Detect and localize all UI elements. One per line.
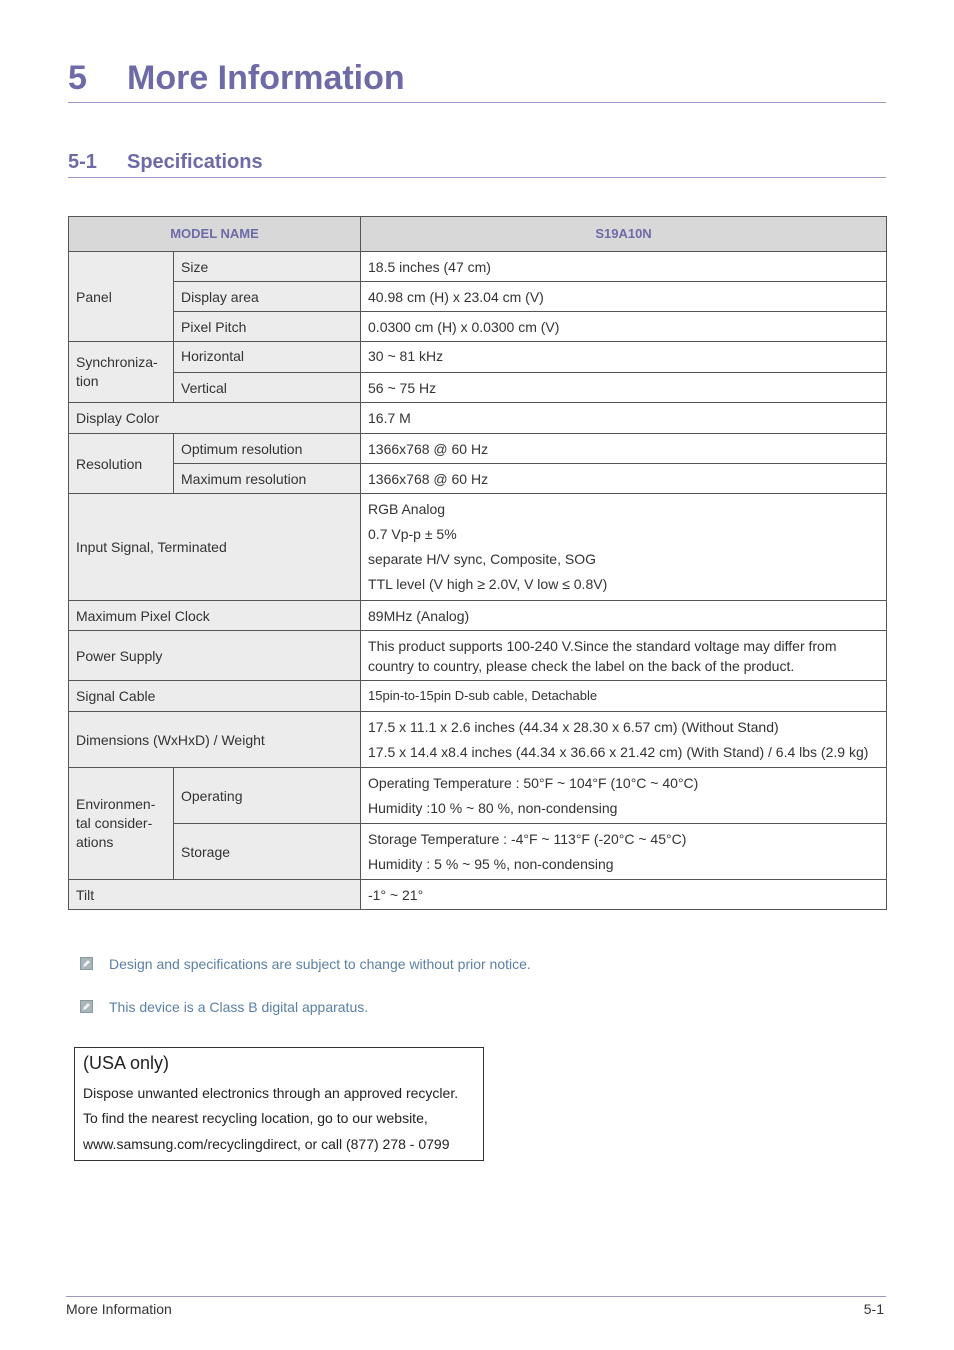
input-signal-line: 0.7 Vp-p ± 5% — [368, 526, 457, 542]
optimum-resolution-label: Optimum resolution — [174, 434, 361, 464]
input-signal-line: TTL level (V high ≥ 2.0V, V low ≤ 0.8V) — [368, 576, 608, 592]
table-row — [69, 252, 887, 282]
input-signal-line: separate H/V sync, Composite, SOG — [368, 551, 596, 567]
note-text: Design and specifications are subject to change without prior notice. — [109, 956, 531, 972]
power-supply-value — [361, 631, 887, 681]
signal-cable-value: 15pin-to-15pin D-sub cable, Detachable — [361, 681, 887, 712]
usa-line: To find the nearest recycling location, go to our website, — [83, 1110, 428, 1126]
input-signal-line: RGB Analog — [368, 501, 446, 517]
dimensions-label: Dimensions (WxHxD) / Weight — [69, 712, 361, 768]
storage-line: Storage Temperature : -4°F ~ 113°F (-20°C ~ 45°C) — [368, 830, 687, 847]
chapter-heading — [68, 56, 886, 103]
table-row — [69, 373, 887, 403]
table-row — [69, 434, 887, 464]
dimensions-value — [361, 712, 887, 768]
table-row — [69, 768, 887, 824]
display-area-label: Display area — [174, 282, 361, 312]
environment-label — [69, 768, 174, 880]
pixel-pitch-value: 0.0300 cm (H) x 0.0300 cm (V) — [361, 312, 887, 342]
power-supply-line: This product supports 100-240 V.Since the standard voltage may differ from — [368, 637, 837, 654]
resolution-label: Resolution — [69, 434, 174, 494]
vertical-value: 56 ~ 75 Hz — [361, 373, 887, 403]
maximum-resolution-value: 1366x768 @ 60 Hz — [361, 464, 887, 494]
section-number: 5-1 — [68, 151, 97, 173]
size-value: 18.5 inches (47 cm) — [361, 252, 887, 282]
storage-value — [361, 824, 887, 880]
input-signal-value — [361, 494, 887, 601]
display-color-label: Display Color — [69, 403, 361, 434]
chapter-title: More Information — [127, 59, 405, 97]
table-row — [69, 631, 887, 681]
operating-line: Operating Temperature : 50°F ~ 104°F (10°C ~ 40°C) — [368, 774, 699, 791]
table-row — [69, 681, 887, 712]
storage-label: Storage — [174, 824, 361, 880]
model-value-header: S19A10N — [361, 217, 887, 252]
synchronization-label — [69, 342, 174, 403]
page-footer — [66, 1296, 886, 1321]
storage-line: Humidity : 5 % ~ 95 %, non-condensing — [368, 855, 614, 872]
pixel-clock-label: Maximum Pixel Clock — [69, 601, 361, 631]
note-text: This device is a Class B digital apparatus. — [109, 999, 369, 1015]
pixel-pitch-label: Pixel Pitch — [174, 312, 361, 342]
table-row — [69, 601, 887, 631]
dimensions-line: 17.5 x 14.4 x8.4 inches (44.34 x 36.66 x 21.42 cm) (With Stand) / 6.4 lbs (2.9 kg) — [368, 743, 869, 760]
power-supply-line: country to country, please check the label on the back of the product. — [368, 657, 795, 674]
section-title: Specifications — [127, 151, 263, 173]
tilt-label: Tilt — [69, 880, 361, 910]
table-row — [69, 880, 887, 910]
table-row — [69, 342, 887, 373]
footer-title: More Information — [66, 1301, 172, 1317]
table-row — [69, 312, 887, 342]
section-heading — [68, 148, 886, 178]
signal-cable-label: Signal Cable — [69, 681, 361, 712]
usa-heading: (USA only) — [83, 1053, 170, 1073]
table-row — [69, 282, 887, 312]
operating-label: Operating — [174, 768, 361, 824]
environment-label-line: ations — [76, 834, 114, 850]
specifications-table — [68, 216, 887, 910]
optimum-resolution-value: 1366x768 @ 60 Hz — [361, 434, 887, 464]
usa-recycling-box — [74, 1047, 484, 1161]
table-row — [69, 824, 887, 880]
note-icon — [80, 1000, 93, 1013]
pixel-clock-value: 89MHz (Analog) — [361, 601, 887, 631]
maximum-resolution-label: Maximum resolution — [174, 464, 361, 494]
tilt-value: -1° ~ 21° — [361, 880, 887, 910]
vertical-label: Vertical — [174, 373, 361, 403]
panel-label: Panel — [69, 252, 174, 342]
table-row — [69, 464, 887, 494]
note-icon — [80, 957, 93, 970]
horizontal-value: 30 ~ 81 kHz — [361, 342, 887, 373]
horizontal-label: Horizontal — [174, 342, 361, 373]
table-header-row — [69, 217, 887, 252]
model-name-header: MODEL NAME — [69, 217, 361, 252]
chapter-number: 5 — [68, 59, 87, 97]
environment-label-line: tal consider- — [76, 815, 153, 831]
display-color-value: 16.7 M — [361, 403, 887, 434]
usa-line: Dispose unwanted electronics through an approved recycler. — [83, 1085, 459, 1101]
input-signal-label: Input Signal, Terminated — [69, 494, 361, 601]
environment-label-line: Environmen- — [76, 796, 156, 812]
operating-value — [361, 768, 887, 824]
power-supply-label: Power Supply — [69, 631, 361, 681]
display-area-value: 40.98 cm (H) x 23.04 cm (V) — [361, 282, 887, 312]
page-number: 5-1 — [863, 1301, 884, 1317]
synchronization-label-line: Synchroniza- — [76, 354, 158, 370]
synchronization-label-line: tion — [76, 373, 99, 389]
operating-line: Humidity :10 % ~ 80 %, non-condensing — [368, 799, 618, 816]
size-label: Size — [174, 252, 361, 282]
usa-line-website: www.samsung.com/recyclingdirect, or call (877) 278 - 0799 — [83, 1136, 450, 1152]
dimensions-line: 17.5 x 11.1 x 2.6 inches (44.34 x 28.30 x 6.57 cm) (Without Stand) — [368, 718, 779, 735]
table-row — [69, 494, 887, 601]
table-row — [69, 712, 887, 768]
table-row — [69, 403, 887, 434]
